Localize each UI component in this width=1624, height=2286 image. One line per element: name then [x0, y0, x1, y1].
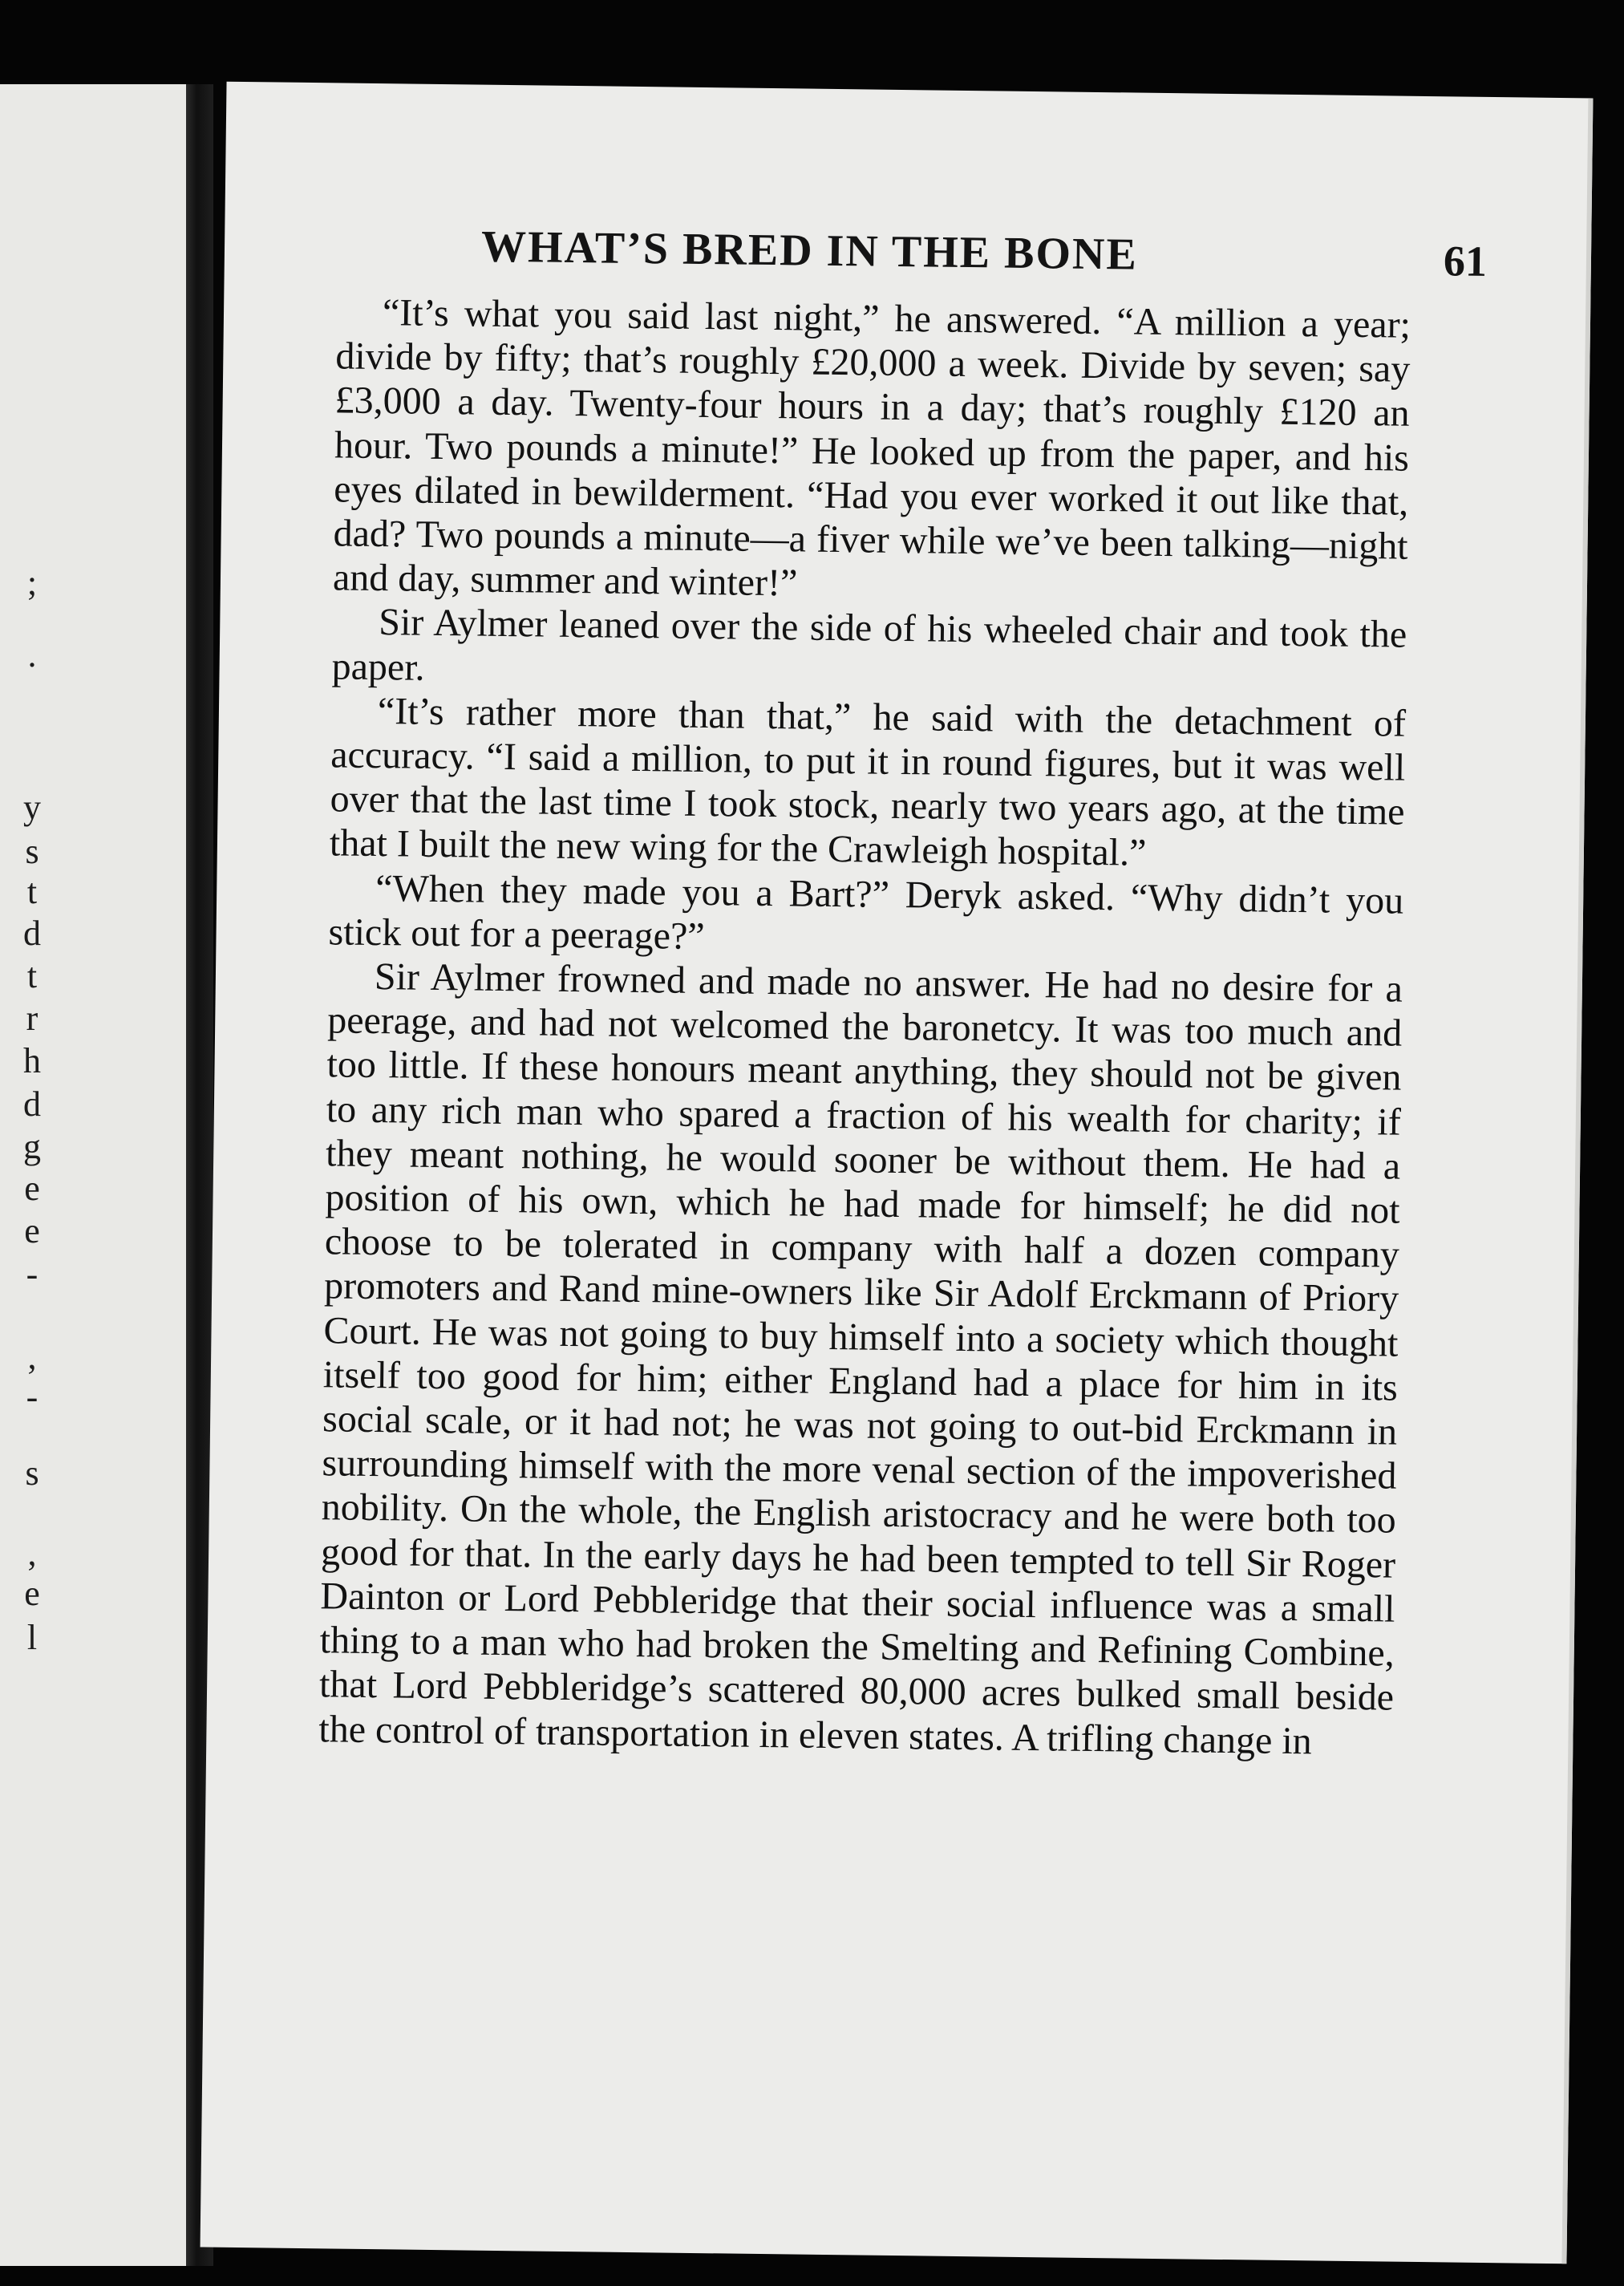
edge-char: r [26, 999, 38, 1038]
page-number: 61 [1443, 237, 1488, 286]
edge-char: , [27, 1534, 37, 1573]
edge-char: s [25, 1453, 39, 1493]
edge-char: g [23, 1127, 41, 1166]
edge-char: e [24, 1574, 40, 1613]
edge-char: - [26, 1254, 38, 1294]
edge-char: d [23, 1084, 41, 1124]
edge-char: e [24, 1169, 40, 1208]
edge-char: ; [26, 563, 38, 602]
paragraph: Sir Aylmer leaned over the side of his wheeled chair and took the paper. [331, 601, 1407, 689]
edge-char: l [26, 1618, 38, 1657]
edge-char: t [26, 956, 38, 995]
body-text [318, 290, 1411, 1764]
edge-char: h [23, 1041, 41, 1080]
page-edge-shadow [1561, 98, 1593, 2264]
paragraph: “It’s what you said last night,” he answered. “A million a year; divide by fifty; that’s roughly £20,000 a week. Divide by seven; say £3,000 a day. Twenty-four hours in a day; that’s roughly £120 an hour. Two pounds a minute!” He looked up from the paper, and his eyes dilated in bewilderment. “Had you ever worked it out like that, dad? Two pounds a minute—a fiver while we’ve been talking—night and day, summer and winter!” [332, 291, 1411, 605]
running-title: WHAT’S BRED IN THE BONE [480, 221, 1139, 280]
left-page [0, 84, 186, 2266]
paragraph: “When they made you a Bart?” Deryk asked. “Why didn’t you stick out for a peerage?” [328, 866, 1404, 958]
edge-char: d [23, 914, 41, 953]
edge-char: y [23, 788, 41, 827]
left-page-edge-text [16, 84, 176, 2266]
running-header [481, 221, 1488, 290]
paragraph: “It’s rather more than that,” he said with the detachment of accuracy. “I said a million, to put it in round figures, but it was well over that the last time I took stock, nearly two years ago, at the time that I built the new wing for the Crawleigh hospital.” [329, 689, 1407, 875]
edge-char: t [26, 872, 38, 911]
edge-char: s [25, 832, 39, 871]
right-page [200, 82, 1594, 2264]
paragraph: Sir Aylmer frowned and made no answer. He had no desire for a peerage, and had not welcomed the baronetcy. It was too much and too little. If these honours meant anything, they should not be given to any rich man who spared a fraction of his wealth for charity; if they meant nothing, he would sooner be without them. He had a position of his own, which he had made for himself; he did not choose to be tolerated in company with half a dozen company promoters and Rand mine-owners like Sir Adolf Erckmann of Priory Court. He was not going to buy himself into a society which thought itself too good for him; either England had a place for him in its social scale, or it had not; he was not going to out-bid Erckmann in surrounding himself with the more venal section of the impoverished nobility. On the whole, the English aristocracy and he were both too good for that. In the early days he had been tempted to tell Sir Roger Dainton or Lord Pebbleridge that their social influence was a small thing to a man who had broken the Smelting and Refining Combine, that Lord Pebbleridge’s scattered 80,000 acres bulked small beside the control of transportation in eleven states. A trifling change in [318, 955, 1403, 1762]
edge-char: - [26, 1377, 38, 1417]
edge-char: , [27, 1337, 37, 1376]
edge-char: . [27, 635, 37, 675]
edge-char: e [24, 1211, 40, 1250]
